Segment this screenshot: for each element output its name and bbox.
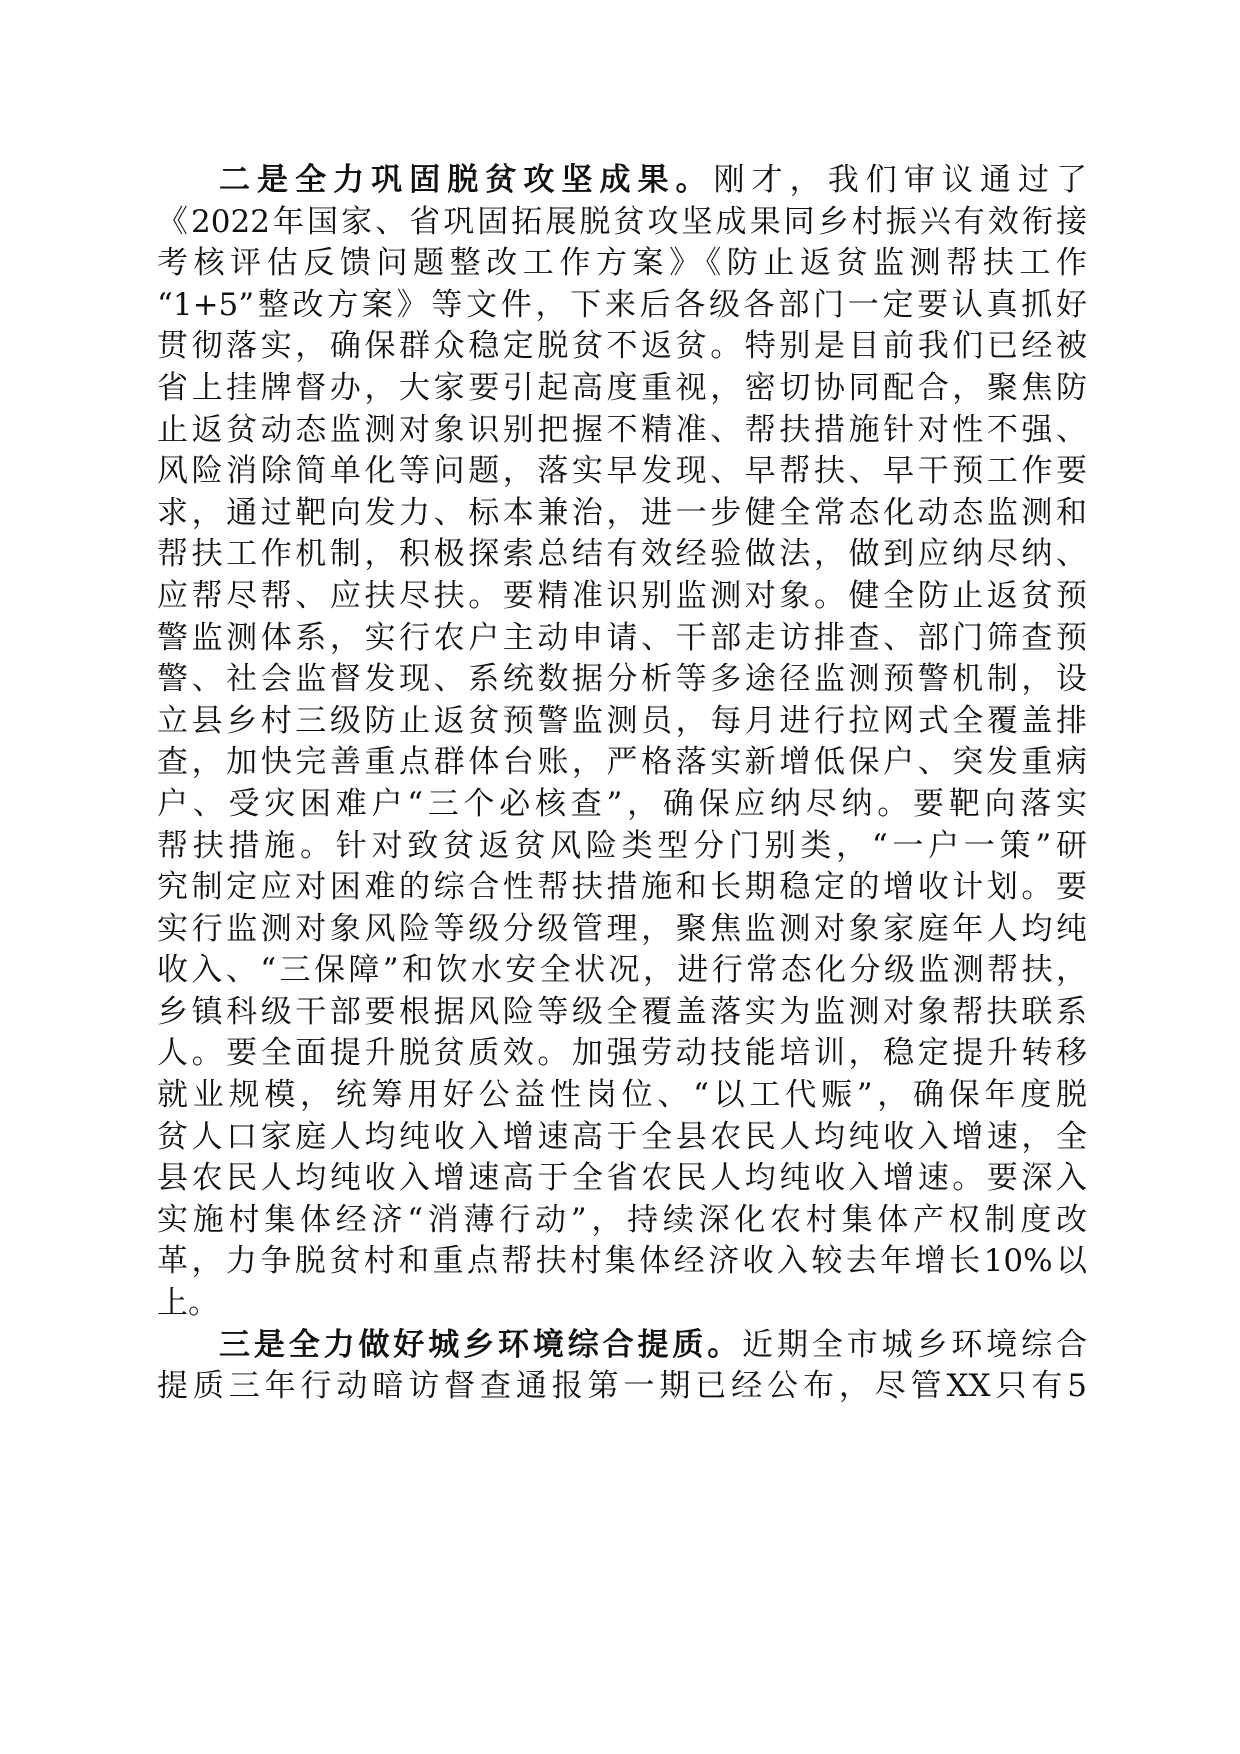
para1-line: 贯彻落实，确保群众稳定脱贫不返贫。特别是目前我们已经被 <box>157 328 1087 365</box>
para1-line: 县农民人均纯收入增速高于全省农民人均纯收入增速。要深入 <box>157 1160 1087 1197</box>
para1-line: 乡镇科级干部要根据风险等级全覆盖落实为监测对象帮扶联系 <box>157 993 1087 1030</box>
para1-first-line-text: 刚才，我们审议通过了 <box>713 162 1088 198</box>
para1-line: 求，通过靶向发力、标本兼治，进一步健全常态化动态监测和 <box>157 494 1087 531</box>
para1-heading: 二是全力巩固脱贫攻坚成果。 <box>219 162 714 198</box>
para1-line: 收入、“三保障”和饮水安全状况，进行常态化分级监测帮扶， <box>157 952 1087 989</box>
para1-line: 实施村集体经济“消薄行动”，持续深化农村集体产权制度改 <box>157 1201 1087 1238</box>
para1-line: 帮扶工作机制，积极探索总结有效经验做法，做到应纳尽纳、 <box>157 536 1087 573</box>
para1-line: 实行监测对象风险等级分级管理，聚焦监测对象家庭年人均纯 <box>157 910 1087 947</box>
para1-line: 革，力争脱贫村和重点帮扶村集体经济收入较去年增长10%以 <box>157 1243 1087 1280</box>
document-body <box>157 160 1087 1408</box>
para1-line: 立县乡村三级防止返贫预警监测员，每月进行拉网式全覆盖排 <box>157 702 1087 739</box>
para2-line: 提质三年行动暗访督查通报第一期已经公布，尽管XX只有5 <box>157 1368 1087 1405</box>
para1-line: 风险消除简单化等问题，落实早发现、早帮扶、早干预工作要 <box>157 453 1087 490</box>
para1-line: 查，加快完善重点群体台账，严格落实新增低保户、突发重病 <box>157 744 1087 781</box>
para2-first-line <box>157 1325 1087 1367</box>
para1-line: 就业规模，统筹用好公益性岗位、“以工代赈”，确保年度脱 <box>157 1077 1087 1114</box>
para1-line: 应帮尽帮、应扶尽扶。要精准识别监测对象。健全防止返贫预 <box>157 577 1087 614</box>
para1-line: 《2022年国家、省巩固拓展脱贫攻坚成果同乡村振兴有效衔接 <box>157 203 1087 240</box>
para1-line: 警监测体系，实行农户主动申请、干部走访排查、部门筛查预 <box>157 619 1087 656</box>
para1-line: 贫人口家庭人均纯收入增速高于全县农民人均纯收入增速，全 <box>157 1118 1087 1155</box>
para1-line: 省上挂牌督办，大家要引起高度重视，密切协同配合，聚焦防 <box>157 369 1087 406</box>
para2-heading: 三是全力做好城乡环境综合提质。 <box>219 1326 743 1363</box>
para1-line: 警、社会监督发现、系统数据分析等多途径监测预警机制，设 <box>157 661 1087 698</box>
para1-line: 考核评估反馈问题整改工作方案》《防止返贫监测帮扶工作 <box>157 245 1087 282</box>
para1-line: 究制定应对困难的综合性帮扶措施和长期稳定的增收计划。要 <box>157 869 1087 906</box>
para1-line: 帮扶措施。针对致贫返贫风险类型分门别类，“一户一策”研 <box>157 827 1087 864</box>
para1-line: 户、受灾困难户“三个必核查”，确保应纳尽纳。要靶向落实 <box>157 785 1087 822</box>
para1-line: 人。要全面提升脱贫质效。加强劳动技能培训，稳定提升转移 <box>157 1035 1087 1072</box>
para1-first-line <box>157 160 1087 202</box>
para1-last-line: 上。 <box>157 1285 219 1322</box>
para1-line: 止返贫动态监测对象识别把握不精准、帮扶措施针对性不强、 <box>157 411 1087 448</box>
para2-first-line-text: 近期全市城乡环境综合 <box>742 1326 1087 1363</box>
para1-line: “1+5”整改方案》等文件，下来后各级各部门一定要认真抓好 <box>157 286 1087 323</box>
